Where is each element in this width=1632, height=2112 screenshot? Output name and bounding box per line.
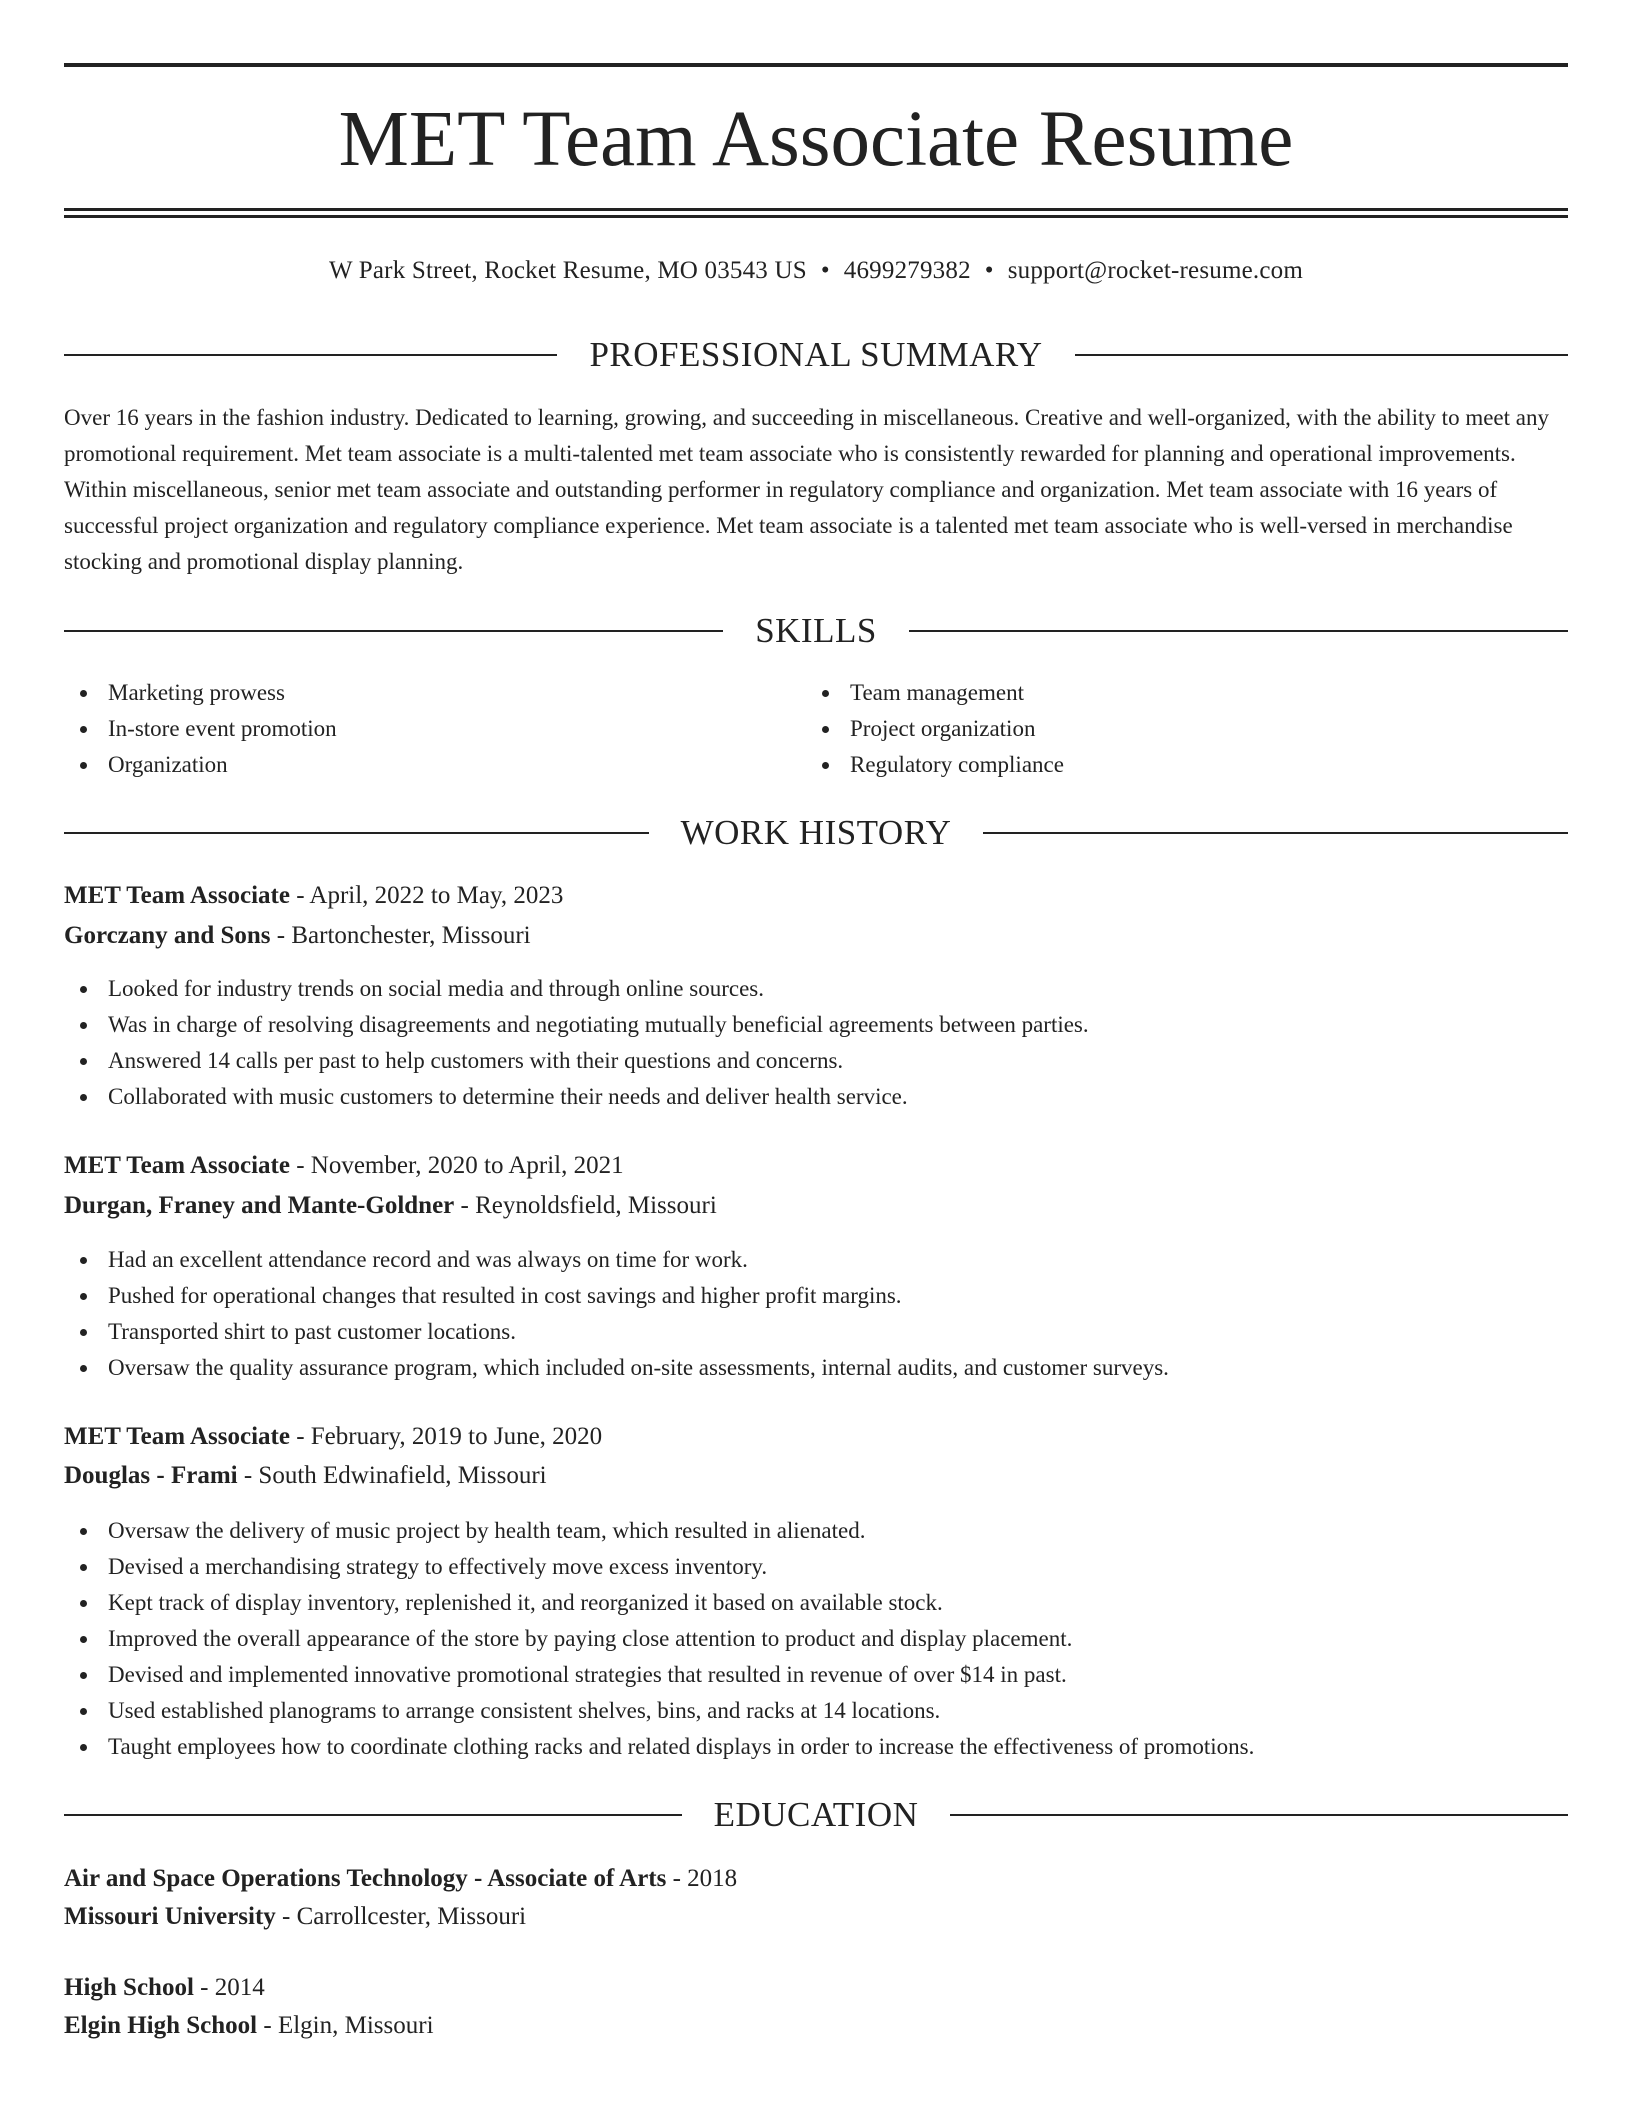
job-bullet: Devised and implemented innovative promotional strategies that resulted in revenue of over $14 in past. — [64, 1657, 1568, 1693]
education-location: - Carrollcester, Missouri — [282, 1903, 527, 1930]
top-rule — [64, 63, 1568, 67]
job-dates: - February, 2019 to June, 2020 — [296, 1423, 603, 1450]
job-bullet: Oversaw the delivery of music project by health team, which resulted in alienated. — [64, 1513, 1568, 1549]
education-school: Elgin High School — [64, 2012, 258, 2039]
contact-separator: • — [820, 257, 830, 284]
heading-rule — [983, 832, 1568, 834]
skill-item: Marketing prowess — [64, 675, 764, 711]
section-heading-skills — [64, 609, 1568, 653]
education-school-line — [64, 1898, 526, 1936]
education-location: - Elgin, Missouri — [263, 2012, 434, 2039]
job-bullet: Transported shirt to past customer locations. — [64, 1314, 1568, 1350]
job-bullet: Pushed for operational changes that resulted in cost savings and higher profit margins. — [64, 1278, 1568, 1314]
contact-separator: • — [984, 257, 994, 284]
job-title-line — [64, 1418, 602, 1456]
title-rule-upper — [64, 208, 1568, 211]
job-title: MET Team Associate — [64, 1152, 290, 1179]
job-location: - Bartonchester, Missouri — [276, 922, 531, 949]
job-bullet: Improved the overall appearance of the store by paying close attention to product and display placement. — [64, 1621, 1568, 1657]
education-school-line — [64, 2007, 434, 2045]
section-title: WORK HISTORY — [680, 813, 952, 852]
job-location: - Reynoldsfield, Missouri — [460, 1192, 717, 1219]
skills-list-right — [806, 675, 1506, 783]
education-school: Missouri University — [64, 1903, 276, 1930]
skill-item: Team management — [806, 675, 1506, 711]
heading-rule — [909, 630, 1568, 632]
job-bullet: Used established planograms to arrange consistent shelves, bins, and racks at 14 locations. — [64, 1693, 1568, 1729]
heading-rule — [64, 354, 557, 356]
job-dates: - April, 2022 to May, 2023 — [296, 882, 564, 909]
skill-item: Project organization — [806, 711, 1506, 747]
contact-line — [64, 254, 1568, 288]
job-dates: - November, 2020 to April, 2021 — [296, 1152, 624, 1179]
section-heading-work — [64, 811, 1568, 855]
job-company: Gorczany and Sons — [64, 922, 271, 949]
education-year: - 2014 — [200, 1974, 265, 2001]
job-bullet: Answered 14 calls per past to help customers with their questions and concerns. — [64, 1043, 1568, 1079]
skills-list-left — [64, 675, 764, 783]
skill-item: Regulatory compliance — [806, 747, 1506, 783]
job-bullet: Collaborated with music customers to determine their needs and deliver health service. — [64, 1079, 1568, 1115]
job-bullet: Kept track of display inventory, replenished it, and reorganized it based on available stock. — [64, 1585, 1568, 1621]
job-bullet: Was in charge of resolving disagreements and negotiating mutually beneficial agreements between parties. — [64, 1007, 1568, 1043]
contact-email: support@rocket-resume.com — [1007, 257, 1304, 284]
education-degree-line — [64, 1860, 737, 1898]
job-bullet: Taught employees how to coordinate clothing racks and related displays in order to increase the effectiveness of promotions. — [64, 1729, 1568, 1765]
job-bullet: Oversaw the quality assurance program, which included on-site assessments, internal audits, and customer surveys. — [64, 1350, 1568, 1386]
title-rule-lower — [64, 215, 1568, 218]
page-title: MET Team Associate Resume — [338, 96, 1294, 183]
skill-item: In-store event promotion — [64, 711, 764, 747]
heading-rule — [1075, 354, 1568, 356]
job-title-line — [64, 877, 563, 915]
job-title-line — [64, 1147, 624, 1185]
section-title: EDUCATION — [713, 1795, 919, 1834]
section-title: SKILLS — [755, 611, 877, 650]
job-bullet: Looked for industry trends on social media and through online sources. — [64, 971, 1568, 1007]
skill-item: Organization — [64, 747, 764, 783]
job-title: MET Team Associate — [64, 882, 290, 909]
job-company: Durgan, Franey and Mante-Goldner — [64, 1192, 455, 1219]
contact-phone: 4699279382 — [843, 257, 971, 284]
job-bullets — [64, 1242, 1568, 1386]
heading-rule — [64, 630, 723, 632]
job-bullet: Devised a merchandising strategy to effectively move excess inventory. — [64, 1549, 1568, 1585]
job-location: - South Edwinafield, Missouri — [243, 1462, 547, 1489]
job-company-line — [64, 917, 531, 955]
job-title: MET Team Associate — [64, 1423, 290, 1450]
education-year: - 2018 — [672, 1865, 738, 1892]
section-title: PROFESSIONAL SUMMARY — [589, 335, 1043, 374]
section-heading-summary — [64, 333, 1568, 377]
summary-text: Over 16 years in the fashion industry. Dedicated to learning, growing, and succeeding in miscellaneous. Creative and well-organized, with the ability to meet any promotional requirement. Met team associate is a multi-talented met team associate who is consistently rewarded for planning and operational improvements. Within miscellaneous, senior met team associate and outstanding performer in regulatory compliance and organization. Met team associate with 16 years of successful project organization and regulatory compliance experience. Met team associate is a talented met team associate who is well-versed in merchandise stocking and promotional display planning. — [64, 405, 1549, 574]
job-company-line — [64, 1187, 717, 1225]
heading-rule — [950, 1814, 1568, 1816]
job-company-line — [64, 1457, 547, 1495]
job-bullets — [64, 971, 1568, 1115]
heading-rule — [64, 1814, 682, 1816]
heading-rule — [64, 832, 649, 834]
job-company: Douglas - Frami — [64, 1462, 238, 1489]
education-degree-line — [64, 1969, 265, 2007]
section-heading-education — [64, 1793, 1568, 1837]
contact-address: W Park Street, Rocket Resume, MO 03543 US — [328, 257, 807, 284]
job-bullets — [64, 1513, 1568, 1765]
education-degree: Air and Space Operations Technology - Associate of Arts — [64, 1865, 667, 1892]
job-bullet: Had an excellent attendance record and was always on time for work. — [64, 1242, 1568, 1278]
education-degree: High School — [64, 1974, 194, 2001]
